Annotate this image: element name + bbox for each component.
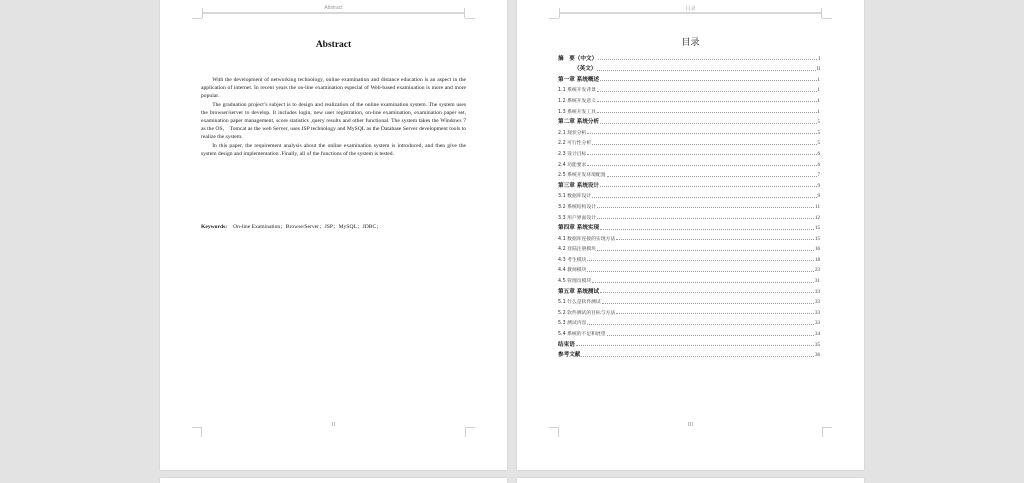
header-tick: [821, 8, 822, 18]
toc-entry-label[interactable]: 第二章 系统分析: [558, 119, 600, 126]
page-abstract: [160, 0, 507, 470]
toc-entry[interactable]: [558, 252, 820, 263]
abstract-paragraph[interactable]: In this paper, the requirement analysis about the online examination system is introduced, and then give the system design and implementation .Finally, all of the functions of the system is tested.: [201, 142, 466, 157]
toc-entry-page[interactable]: 9: [817, 183, 820, 189]
page-header-text: Abstract: [324, 5, 343, 11]
toc-entry[interactable]: [558, 168, 820, 179]
toc-entry-label[interactable]: 3.3 用户界面设计: [558, 215, 596, 221]
toc-entry-page[interactable]: 34: [815, 332, 820, 338]
toc-entry-label[interactable]: 4.4 教师模块: [558, 268, 587, 274]
toc-entry[interactable]: [558, 263, 820, 274]
toc-leader-dots: [607, 335, 814, 336]
toc-entry[interactable]: [558, 231, 820, 242]
margin-corner-mark: [549, 427, 559, 437]
keywords-label: Keywords:: [201, 224, 228, 230]
abstract-body[interactable]: [201, 76, 466, 158]
header-tick: [202, 8, 203, 18]
toc-list: [558, 51, 820, 358]
toc-leader-dots: [600, 123, 816, 124]
toc-entry-label[interactable]: 5.4 系统的不足和展望: [558, 332, 606, 338]
toc-entry-label[interactable]: 参考文献: [558, 352, 581, 359]
toc-entry-page[interactable]: 36: [815, 353, 820, 359]
toc-entry-page[interactable]: 1: [817, 77, 820, 83]
header-rule: [202, 12, 465, 14]
toc-entry[interactable]: [558, 326, 820, 337]
toc-entry-page[interactable]: 33: [815, 289, 820, 295]
toc-entry-label[interactable]: 2.4 功能要求: [558, 162, 587, 168]
toc-entry-label[interactable]: 2.3 设计目标: [558, 151, 587, 157]
toc-entry[interactable]: [558, 178, 820, 189]
page-number: II: [331, 422, 336, 428]
toc-entry[interactable]: [558, 273, 820, 284]
toc-entry-page[interactable]: 11: [815, 204, 820, 210]
toc-entry[interactable]: [558, 93, 820, 104]
toc-leader-dots: [597, 250, 814, 251]
toc-entry-page[interactable]: 5: [817, 141, 820, 147]
toc-entry-label[interactable]: 4.2 登陆注册模块: [558, 247, 596, 253]
toc-entry-page[interactable]: 31: [815, 279, 820, 285]
next-page-right: [517, 478, 864, 483]
toc-entry-page[interactable]: 33: [815, 321, 820, 327]
toc-leader-dots: [598, 59, 817, 60]
toc-leader-dots: [597, 91, 817, 92]
toc-entry-page[interactable]: 15: [815, 226, 820, 232]
toc-entry-label[interactable]: 第五章 系统测试: [558, 288, 600, 295]
toc-leader-dots: [592, 197, 816, 198]
toc-entry-page[interactable]: 5: [817, 120, 820, 126]
toc-title: 目录: [681, 38, 700, 48]
header-rule: [559, 12, 822, 14]
toc-entry[interactable]: [558, 83, 820, 94]
toc-entry-label[interactable]: 3.1 数据库设计: [558, 194, 592, 200]
toc-entry-label[interactable]: 5.2 软件测试的目标与方法: [558, 310, 616, 316]
toc-leader-dots: [597, 101, 817, 102]
page-header-text: 目录: [685, 6, 696, 12]
toc-entry-page[interactable]: 16: [815, 247, 820, 253]
toc-entry-label[interactable]: 第四章 系统实现: [558, 225, 600, 232]
toc-entry[interactable]: [558, 157, 820, 168]
toc-entry-label[interactable]: 4.1 数据库连接的实现方法: [558, 236, 616, 242]
toc-leader-dots: [576, 345, 814, 346]
margin-corner-mark: [822, 18, 832, 19]
toc-leader-dots: [600, 229, 814, 230]
toc-leader-dots: [616, 239, 814, 240]
margin-corner-mark: [465, 18, 475, 19]
toc-leader-dots: [597, 207, 814, 208]
keywords-value[interactable]: On-line Examination；Browse/Server；JSP；MySQL；JDBC；: [233, 224, 382, 230]
toc-entry-label[interactable]: 5.1 什么是软件测试: [558, 300, 601, 306]
toc-entry[interactable]: [558, 115, 820, 126]
toc-leader-dots: [600, 186, 816, 187]
toc-entry[interactable]: [558, 146, 820, 157]
toc-entry-label[interactable]: 3.2 系统结构设计: [558, 204, 596, 210]
header-tick: [464, 8, 465, 18]
abstract-title: Abstract: [315, 40, 352, 50]
toc-entry-label[interactable]: 摘 要（中文）: [558, 55, 598, 62]
toc-entry-label[interactable]: 第一章 系统概述: [558, 76, 600, 83]
toc-leader-dots: [587, 154, 816, 155]
toc-entry[interactable]: [558, 62, 820, 73]
toc-entry[interactable]: [558, 316, 820, 327]
margin-corner-mark: [192, 18, 202, 19]
keywords-line[interactable]: [201, 222, 466, 230]
toc-entry[interactable]: [558, 125, 820, 136]
toc-entry[interactable]: [558, 210, 820, 221]
toc-entry-label[interactable]: （英文）: [574, 66, 597, 73]
toc-leader-dots: [587, 133, 816, 134]
toc-entry-page[interactable]: I: [818, 56, 820, 62]
header-tick: [559, 8, 560, 18]
toc-entry-label[interactable]: 2.2 可行性分析: [558, 141, 592, 147]
toc-leader-dots: [587, 324, 814, 325]
toc-entry-page[interactable]: 6: [817, 162, 820, 168]
toc-entry[interactable]: [558, 348, 820, 359]
toc-leader-dots: [602, 303, 814, 304]
toc-entry-page[interactable]: 15: [815, 236, 820, 242]
page-table-of-contents: [517, 0, 864, 470]
toc-entry-page[interactable]: 33: [815, 310, 820, 316]
toc-entry[interactable]: [558, 51, 820, 62]
toc-entry-page[interactable]: 1: [817, 88, 820, 94]
toc-leader-dots: [592, 144, 816, 145]
toc-entry[interactable]: [558, 189, 820, 200]
toc-entry[interactable]: [558, 104, 820, 115]
abstract-paragraph[interactable]: The graduation project’s subject is to design and realization of the online examination system. The system uses the browser/server to develop. It includes login, new user registration, on-line examination, examination paper set, examination paper management, score statistics ,query results and other functional. The system takes the Windows 7 as the OS， Tomcat as the web Server, uses JSP technology and MySQL as the Database Server development tools to realize the system.: [201, 101, 466, 141]
toc-leader-dots: [587, 271, 814, 272]
toc-entry[interactable]: [558, 295, 820, 306]
toc-entry[interactable]: [558, 199, 820, 210]
toc-leader-dots: [597, 112, 817, 113]
toc-entry-page[interactable]: 5: [817, 130, 820, 136]
toc-entry-label[interactable]: 4.5 管理员模块: [558, 279, 592, 285]
toc-leader-dots: [587, 260, 814, 261]
toc-leader-dots: [597, 70, 815, 71]
toc-entry-page[interactable]: 7: [817, 173, 820, 179]
toc-leader-dots: [600, 80, 816, 81]
toc-leader-dots: [616, 313, 814, 314]
page-number: III: [687, 422, 694, 428]
toc-entry-label[interactable]: 结束语: [558, 341, 575, 348]
toc-entry-page[interactable]: II: [816, 67, 820, 73]
margin-corner-mark: [549, 18, 559, 19]
toc-entry[interactable]: [558, 242, 820, 253]
toc-entry-label[interactable]: 2.5 系统开发环境配置: [558, 173, 606, 179]
toc-entry[interactable]: [558, 221, 820, 232]
toc-entry-page[interactable]: 6: [817, 151, 820, 157]
margin-corner-mark: [465, 427, 475, 437]
toc-leader-dots: [600, 292, 814, 293]
next-page-left: [160, 478, 507, 483]
toc-entry-page[interactable]: 23: [815, 268, 820, 274]
abstract-paragraph[interactable]: With the development of networking technology, online examination and distance education is an aspect in the application of internet. In recent years the on-line examination especial of Web-based examination is more and more popular.: [201, 77, 466, 100]
toc-entry-label[interactable]: 1.1 系统开发背景: [558, 88, 596, 94]
toc-entry-page[interactable]: 33: [815, 300, 820, 306]
toc-entry-label[interactable]: 2.1 现状分析: [558, 130, 587, 136]
toc-entry[interactable]: [558, 337, 820, 348]
toc-entry-label[interactable]: 4.3 考生模块: [558, 257, 587, 263]
margin-corner-mark: [192, 427, 202, 437]
toc-entry-label[interactable]: 1.3 系统开发工具: [558, 109, 596, 115]
toc-leader-dots: [587, 165, 816, 166]
toc-entry-page[interactable]: 1: [817, 98, 820, 104]
toc-entry-page[interactable]: 9: [817, 194, 820, 200]
toc-leader-dots: [592, 282, 814, 283]
toc-entry-page[interactable]: 18: [815, 257, 820, 263]
toc-entry[interactable]: [558, 305, 820, 316]
toc-entry-page[interactable]: 1: [817, 109, 820, 115]
toc-entry-page[interactable]: 12: [815, 215, 820, 221]
toc-leader-dots: [581, 356, 814, 357]
toc-leader-dots: [607, 176, 817, 177]
toc-entry-label[interactable]: 5.3 测试内容: [558, 321, 587, 327]
toc-entry[interactable]: [558, 72, 820, 83]
toc-entry[interactable]: [558, 136, 820, 147]
toc-leader-dots: [597, 218, 814, 219]
margin-corner-mark: [822, 427, 832, 437]
toc-entry-page[interactable]: 35: [815, 342, 820, 348]
toc-entry-label[interactable]: 1.2 系统开发意义: [558, 98, 596, 104]
toc-entry-label[interactable]: 第三章 系统设计: [558, 182, 600, 189]
toc-entry[interactable]: [558, 284, 820, 295]
